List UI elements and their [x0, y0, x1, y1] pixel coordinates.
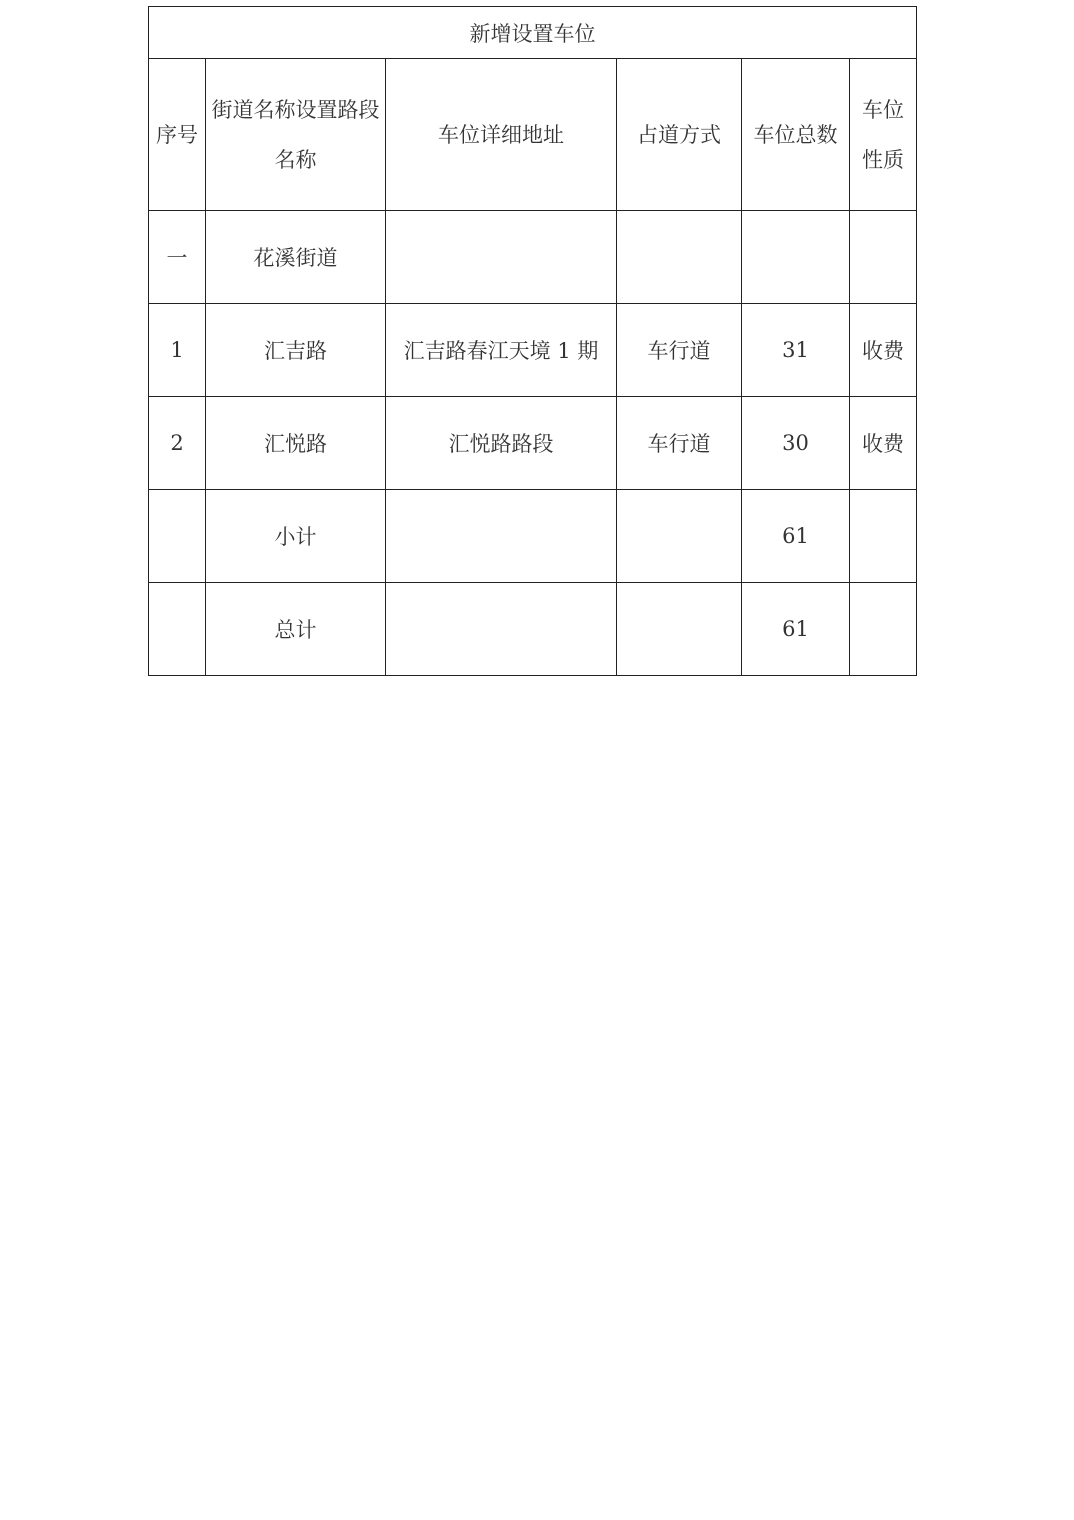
table-row: [149, 304, 917, 397]
cell-total-spaces: 30: [742, 397, 850, 490]
document-page: [148, 6, 916, 676]
table-row: [149, 211, 917, 304]
table-row-subtotal: [149, 490, 917, 583]
header-index: 序号: [149, 59, 206, 211]
cell-total-spaces: [742, 211, 850, 304]
cell-space-type: [850, 211, 917, 304]
table-header-row: [149, 59, 917, 211]
cell-index: 2: [149, 397, 206, 490]
cell-address: [386, 211, 617, 304]
cell-total-spaces: 61: [742, 490, 850, 583]
cell-street-name: 总计: [206, 583, 386, 676]
parking-space-table: [148, 6, 917, 676]
header-total-spaces: 车位总数: [742, 59, 850, 211]
cell-occupation-mode: [617, 490, 742, 583]
cell-street-name: 小计: [206, 490, 386, 583]
table-row: [149, 397, 917, 490]
cell-total-spaces: 61: [742, 583, 850, 676]
table-title: 新增设置车位: [149, 7, 917, 59]
table-row-total: [149, 583, 917, 676]
header-address: 车位详细地址: [386, 59, 617, 211]
header-occupation-mode: 占道方式: [617, 59, 742, 211]
cell-index: [149, 583, 206, 676]
cell-space-type: 收费: [850, 397, 917, 490]
cell-street-name: 花溪街道: [206, 211, 386, 304]
cell-space-type: 收费: [850, 304, 917, 397]
cell-occupation-mode: 车行道: [617, 397, 742, 490]
cell-index: [149, 490, 206, 583]
cell-street-name: 汇悦路: [206, 397, 386, 490]
cell-address: [386, 583, 617, 676]
cell-address: [386, 490, 617, 583]
cell-street-name: 汇吉路: [206, 304, 386, 397]
cell-space-type: [850, 583, 917, 676]
table-title-row: [149, 7, 917, 59]
cell-occupation-mode: [617, 583, 742, 676]
cell-index: 1: [149, 304, 206, 397]
cell-space-type: [850, 490, 917, 583]
cell-index: 一: [149, 211, 206, 304]
cell-occupation-mode: [617, 211, 742, 304]
header-space-type: 车位性质: [850, 59, 917, 211]
cell-occupation-mode: 车行道: [617, 304, 742, 397]
header-street-name: 街道名称设置路段名称: [206, 59, 386, 211]
cell-address: 汇悦路路段: [386, 397, 617, 490]
cell-address: 汇吉路春江天境 1 期: [386, 304, 617, 397]
cell-total-spaces: 31: [742, 304, 850, 397]
